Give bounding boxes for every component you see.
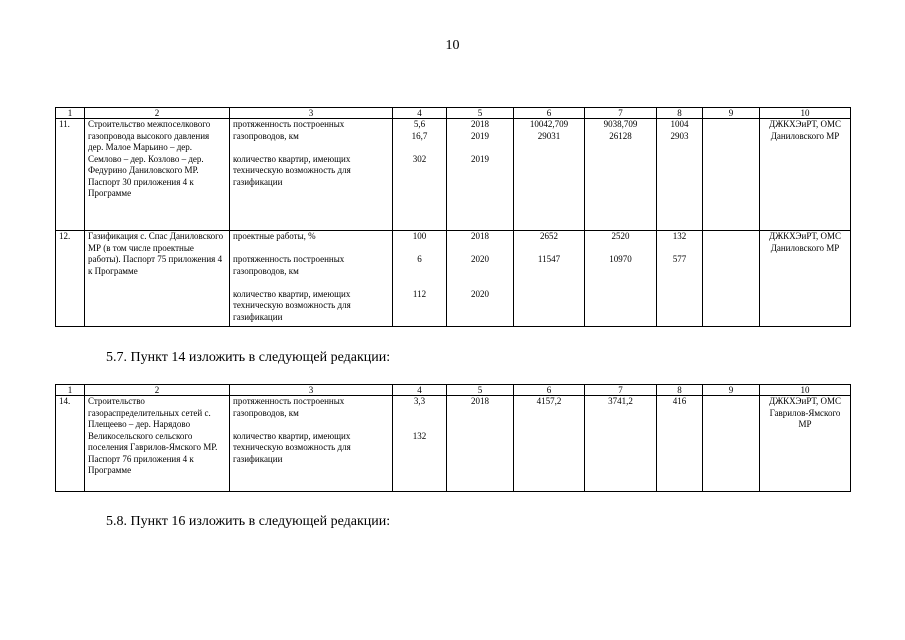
indicator-apartments: количество квартир, имеющих техническую возможность для газификации (233, 430, 351, 464)
value: 302 (412, 153, 427, 164)
col4-cell (393, 119, 447, 231)
table-header-row (56, 108, 851, 119)
header-cell: 2 (85, 385, 230, 396)
header-cell: 9 (703, 385, 760, 396)
col4-cell (393, 396, 447, 492)
value: 26128 (609, 130, 632, 141)
year: 2019 (471, 153, 489, 164)
item-name: Строительство газораспределительных сетей с. Плещеево – дер. Нарядово Великосельского сельского поселения Гаврилов-Ямского МР. Паспорт 76 приложения 4 к Программе (85, 396, 230, 492)
header-cell: 4 (393, 385, 447, 396)
col8-cell (657, 231, 703, 327)
header-cell: 10 (760, 385, 851, 396)
table-header-row (56, 385, 851, 396)
indicator-length: протяженность построенных газопроводов, км (233, 254, 345, 276)
year: 2018 (471, 119, 489, 129)
year: 2019 (471, 130, 489, 141)
header-cell: 2 (85, 108, 230, 119)
col6-cell (514, 231, 585, 327)
header-cell: 7 (585, 108, 657, 119)
year: 2020 (471, 254, 489, 264)
indicators-cell (230, 396, 393, 492)
paragraph-5-8: 5.8. Пункт 16 изложить в следующей редакции: (106, 514, 391, 529)
row-number: 14. (56, 396, 85, 492)
col5-cell (447, 231, 514, 327)
table-row (56, 231, 851, 327)
header-cell: 1 (56, 108, 85, 119)
value: 577 (672, 254, 687, 264)
indicators-cell (230, 231, 393, 327)
value: 416 (672, 396, 687, 406)
value: 2520 (611, 231, 630, 241)
responsible-cell: ДЖКХЭиРТ, ОМС Гаврилов-Ямского МР (760, 396, 851, 492)
value: 132 (412, 430, 427, 441)
value: 2903 (670, 130, 689, 141)
value: 29031 (537, 130, 561, 141)
header-cell: 9 (703, 108, 760, 119)
col7-cell (585, 231, 657, 327)
col9-cell (703, 119, 760, 231)
responsible-cell: ДЖКХЭиРТ, ОМС Даниловского МР (760, 119, 851, 231)
header-cell: 4 (393, 108, 447, 119)
col4-cell (393, 231, 447, 327)
value: 1004 (670, 119, 689, 129)
item-name: Газификация с. Спас Даниловского МР (в том числе проектные работы). Паспорт 75 приложения 4 к Программе (85, 231, 230, 327)
indicators-cell (230, 119, 393, 231)
header-cell: 8 (657, 108, 703, 119)
year: 2018 (471, 396, 489, 406)
indicator-design: проектные работы, % (233, 231, 316, 241)
indicator-length: протяженность построенных газопроводов, км (233, 396, 345, 418)
value: 100 (412, 231, 427, 241)
col9-cell (703, 396, 760, 492)
col9-cell (703, 231, 760, 327)
row-number: 11. (56, 119, 85, 231)
table-row (56, 396, 851, 492)
value: 10042,709 (529, 119, 569, 129)
value: 2652 (540, 231, 558, 241)
value: 9038,709 (603, 119, 638, 129)
item-name: Строительство межпоселкового газопровода высокого давления дер. Малое Марьино – дер. Семлово – дер. Козлово – дер. Федурино Даниловского МР. Паспорт 30 приложения 4 к Программе (85, 119, 230, 231)
value: 5,6 (413, 119, 426, 129)
value: 3741,2 (608, 396, 633, 406)
col5-cell (447, 119, 514, 231)
paragraph-5-7: 5.7. Пункт 14 изложить в следующей редакции: (106, 350, 391, 365)
col5-cell (447, 396, 514, 492)
value: 132 (672, 231, 687, 241)
header-cell: 8 (657, 385, 703, 396)
col8-cell (657, 396, 703, 492)
header-cell: 3 (230, 108, 393, 119)
table-program-items-11-12 (55, 107, 851, 327)
header-cell: 5 (447, 108, 514, 119)
col7-cell (585, 396, 657, 492)
value: 112 (412, 288, 427, 299)
header-cell: 5 (447, 385, 514, 396)
row-number: 12. (56, 231, 85, 327)
table-row (56, 119, 851, 231)
col7-cell (585, 119, 657, 231)
value: 10970 (609, 254, 632, 264)
page-number: 10 (445, 38, 460, 53)
indicator-apartments: количество квартир, имеющих техническую возможность для газификации (233, 288, 351, 322)
year: 2018 (471, 231, 489, 241)
col6-cell (514, 119, 585, 231)
value: 6 (417, 254, 422, 264)
header-cell: 3 (230, 385, 393, 396)
header-cell: 10 (760, 108, 851, 119)
value: 4157,2 (536, 396, 562, 406)
header-cell: 6 (514, 385, 585, 396)
value: 3,3 (413, 396, 426, 406)
header-cell: 6 (514, 108, 585, 119)
header-cell: 1 (56, 385, 85, 396)
indicator-length: протяженность построенных газопроводов, км (233, 119, 345, 141)
table-program-item-14 (55, 384, 851, 492)
col6-cell (514, 396, 585, 492)
indicator-apartments: количество квартир, имеющих техническую возможность для газификации (233, 153, 351, 187)
col8-cell (657, 119, 703, 231)
value: 16,7 (411, 130, 428, 141)
header-cell: 7 (585, 385, 657, 396)
responsible-cell: ДЖКХЭиРТ, ОМС Даниловского МР (760, 231, 851, 327)
year: 2020 (471, 288, 489, 299)
value: 11547 (537, 254, 561, 264)
